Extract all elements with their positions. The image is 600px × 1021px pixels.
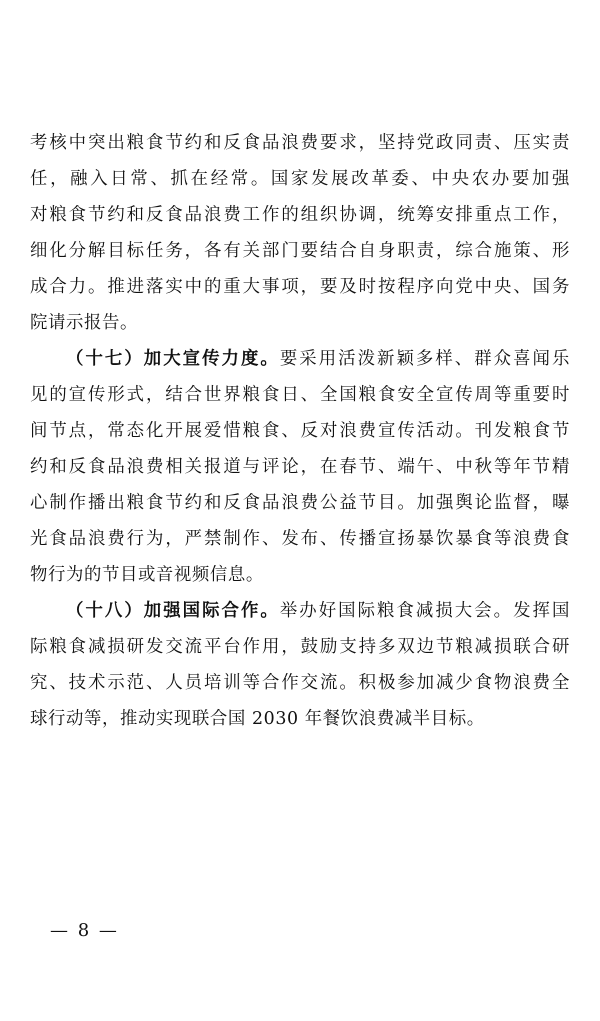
- text-line: [30, 593, 570, 629]
- text-line: 球行动等，推动实现联合国 2030 年餐饮浪费减半目标。: [30, 709, 485, 729]
- paragraph-3: [30, 593, 570, 737]
- paragraph-1: [30, 125, 570, 341]
- text-line: 院请示报告。: [30, 313, 138, 333]
- text-line: 考核中突出粮食节约和反食品浪费要求，坚持党政同责、压实责: [30, 133, 570, 153]
- text-span: 要采用活泼新颖多样、群众喜闻乐: [279, 349, 570, 369]
- text-line: 成合力。推进落实中的重大事项，要及时按程序向党中央、国务: [30, 277, 570, 297]
- paragraph-2: [30, 341, 570, 593]
- text-line: 对粮食节约和反食品浪费工作的组织协调，统筹安排重点工作，: [30, 205, 570, 225]
- text-line: 光食品浪费行为，严禁制作、发布、传播宣扬暴饮暴食等浪费食: [30, 529, 570, 549]
- text-span: 举办好国际粮食减损大会。发挥国: [279, 601, 570, 621]
- text-line: 心制作播出粮食节约和反食品浪费公益节目。加强舆论监督，曝: [30, 493, 570, 513]
- text-line: 究、技术示范、人员培训等合作交流。积极参加减少食物浪费全: [30, 673, 570, 693]
- text-line: 见的宣传形式，结合世界粮食日、全国粮食安全宣传周等重要时: [30, 385, 570, 405]
- body-text: [30, 125, 570, 737]
- page-number: — 8 —: [50, 920, 119, 941]
- text-line: 细化分解目标任务，各有关部门要结合自身职责，综合施策、形: [30, 241, 570, 261]
- text-line: 物行为的节目或音视频信息。: [30, 565, 264, 585]
- section-heading: （十七）加大宣传力度。: [66, 349, 280, 369]
- text-line: 际粮食减损研发交流平台作用，鼓励支持多双边节粮减损联合研: [30, 637, 570, 657]
- text-line: 约和反食品浪费相关报道与评论，在春节、端午、中秋等年节精: [30, 457, 570, 477]
- text-line: [30, 341, 570, 377]
- section-heading: （十八）加强国际合作。: [66, 601, 280, 621]
- text-line: 间节点，常态化开展爱惜粮食、反对浪费宣传活动。刊发粮食节: [30, 421, 570, 441]
- text-line: 任，融入日常、抓在经常。国家发展改革委、中央农办要加强: [30, 169, 570, 189]
